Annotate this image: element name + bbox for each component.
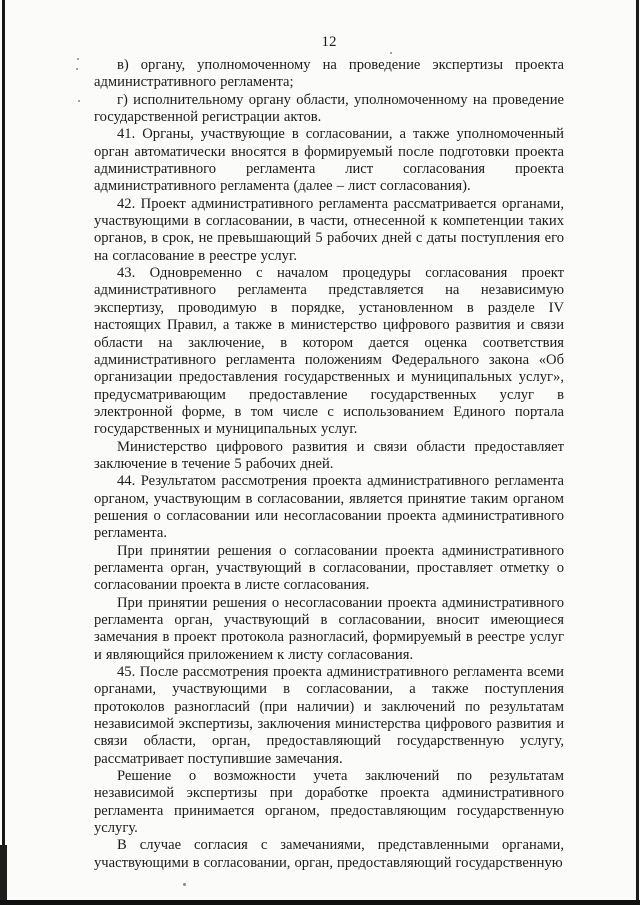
scan-edge-left-line — [2, 0, 5, 905]
paragraph-ministry-note: Министерство цифрового развития и связи области предоставляет заключение в течение 5 рабочих дней. — [94, 438, 564, 472]
paragraph-45: 45. После рассмотрения проекта административного регламента всеми органами, участвующими в согласовании, а также поступления протоколов разногласий (при наличии) и заключений по результатам независимой экспертизы, заключения министерства цифрового развития и связи области, орган, предоставляющий государственную услугу, рассматривает поступившие замечания. — [94, 664, 564, 767]
page-number: 12 — [321, 34, 337, 50]
paragraph-43: 43. Одновременно с началом процедуры согласования проект административного регламента представляется на независимую экспертизу, проводимую в порядке, установленном в разделе IV настоящих Правил, а также в министерство цифрового развития и связи области на заключение, в котором дается оценка соответствия административного регламента положениям Федерального закона «Об организации предоставления государственных и муниципальных услуг», предусматривающим предоставление государственных услуг в электронной форме, в том числе с использованием Единого портала государственных и муниципальных услуг. — [94, 265, 564, 438]
paragraph-decision: Решение о возможности учета заключений по результатам независимой экспертизы при доработке проекта административного регламента принимается органом, предоставляющим государственную услугу. — [94, 768, 564, 837]
paragraph-disapproval: При принятии решения о несогласовании проекта административного регламента орган, участвующий в согласовании, вносит имеющиеся замечания в проект протокола разногласий, формируемый в реестре услуг и являющийся приложением к листу согласования. — [94, 594, 564, 663]
scan-edge-right-line — [636, 0, 639, 905]
paragraph-42: 42. Проект административного регламента рассматривается органами, участвующими в согласовании, в части, отнесенной к компетенции таких органов, в срок, не превышающий 5 рабочих дней с даты поступления его на согласование в реестре услуг. — [94, 195, 564, 264]
paragraph-41: 41. Органы, участвующие в согласовании, а также уполномоченный орган автоматически вносятся в формируемый после подготовки проекта административного регламента лист согласования проекта административного регламента (далее – лист согласования). — [94, 126, 564, 195]
scan-speck — [77, 58, 79, 60]
paragraph-item-g: г) исполнительному органу области, уполномоченному на проведение государственной регистрации актов. — [94, 91, 564, 126]
scan-speck — [183, 883, 186, 886]
document-text-column — [94, 57, 564, 872]
paragraph-item-v: в) органу, уполномоченному на проведение экспертизы проекта административного регламента; — [94, 57, 564, 91]
paragraph-approval: При принятии решения о согласовании проекта административного регламента орган, участвующий в согласовании, проставляет отметку о согласовании проекта в листе согласования. — [94, 542, 564, 594]
scan-speck — [390, 52, 392, 54]
scan-edge-bottom-line — [0, 900, 640, 905]
scan-edge-left-blob — [0, 845, 7, 905]
scan-speck — [76, 68, 78, 70]
scan-speck — [78, 100, 80, 102]
paragraph-44: 44. Результатом рассмотрения проекта административного регламента органом, участвующим в согласовании, является принятие таким органом решения о согласовании или несогласовании проекта административного регламента. — [94, 473, 564, 542]
paragraph-agreement: В случае согласия с замечаниями, представленными органами, участвующими в согласовании, орган, предоставляющий государственную — [94, 837, 564, 871]
